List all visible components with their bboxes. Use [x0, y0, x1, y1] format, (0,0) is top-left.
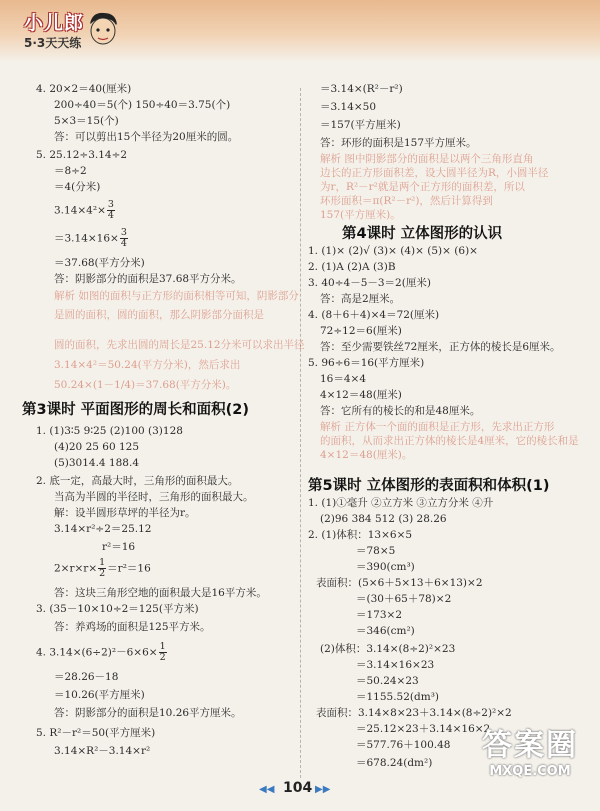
text-line: 答：高是2厘米。 — [320, 293, 401, 305]
text-line: ＝37.68(平方分米) — [54, 257, 145, 269]
text-line: 3.14×R²－3.14×r² — [54, 745, 151, 757]
text-line: ＝157(平方厘米) — [320, 119, 401, 131]
fraction — [120, 228, 128, 249]
explanation-line: 157(平方厘米)。 — [320, 209, 401, 221]
text-line: 解：设半圆形草坪的半径为r。 — [54, 507, 196, 519]
formula-text: ＝3.14×16× — [54, 232, 119, 245]
text-line: 4. 20×2＝40(厘米) — [36, 83, 132, 95]
numerator: 3 — [107, 199, 114, 210]
logo-title: 小儿郎 — [24, 12, 85, 34]
text-line: 4×12＝48(厘米) — [320, 389, 402, 401]
text-line: (2)96 384 512 (3) 28.26 — [320, 513, 447, 525]
numerator: 3 — [120, 227, 127, 238]
formula-text: ＝r²＝16 — [107, 562, 151, 575]
text-line: 5×3＝15(个) — [54, 115, 119, 127]
text-line: 72÷12＝6(厘米) — [320, 325, 402, 337]
formula-line — [54, 228, 129, 249]
section-title-3: 第3课时 平面图形的周长和面积(2) — [22, 402, 249, 418]
text-line: 5. 25.12÷3.14÷2 — [36, 149, 128, 161]
section-title-4: 第4课时 立体图形的认识 — [342, 226, 503, 242]
text-line: 3. 40÷4－5－3＝2(厘米) — [308, 277, 431, 289]
formula-text: 2×r×r× — [54, 562, 98, 575]
explanation-line: 解析 图中阴影部分的面积是以两个三角形直角 — [320, 153, 534, 165]
text-line: (4)20 25 60 125 — [54, 441, 140, 453]
text-line: ＝10.26(平方厘米) — [54, 689, 145, 701]
text-line: r²＝16 — [102, 541, 136, 553]
text-line: 2. (1)A (2)A (3)B — [308, 261, 396, 273]
text-line: ＝346(cm²) — [356, 625, 415, 637]
text-line: 1. (1)3∶5 9∶25 (2)100 (3)128 — [36, 425, 183, 437]
denominator: 4 — [120, 238, 127, 249]
text-line: ＝577.76＋100.48 — [356, 739, 451, 751]
watermark-title: 答案圈 — [482, 728, 578, 763]
text-line: 16＝4×4 — [320, 373, 367, 385]
text-line: ＝4(分米) — [54, 181, 101, 193]
text-line: ＝25.12×23＋3.14×16×2 — [356, 723, 491, 735]
text-line: (2)体积：3.14×(8÷2)²×23 — [320, 643, 456, 655]
brand-logo — [18, 4, 118, 56]
explanation-line: 边长的正方形面积差，设大圆半径为R，小圆半径 — [320, 167, 549, 179]
fraction — [107, 200, 115, 221]
text-line: 答：这块三角形空地的面积最大是16平方米。 — [54, 587, 267, 599]
text-line: 3.14×r²÷2＝25.12 — [54, 523, 152, 535]
text-line: ＝3.14×(R²－r²) — [320, 83, 403, 95]
formula-text: 3.14×4²× — [54, 204, 106, 217]
text-line: ＝678.24(dm²) — [356, 757, 433, 769]
fraction — [159, 642, 167, 663]
logo-subtitle: 5·3天天练 — [24, 36, 82, 50]
text-line: 表面积：(5×6＋5×13＋6×13)×2 — [316, 577, 483, 589]
text-line: 5. R²－r²＝50(平方厘米) — [36, 727, 156, 739]
text-line: 答：环形的面积是157平方厘米。 — [320, 137, 477, 149]
formula-text: 4. 3.14×(6÷2)²－6×6× — [36, 646, 158, 659]
section-title-5: 第5课时 立体图形的表面积和体积(1) — [308, 478, 550, 494]
fraction — [98, 558, 106, 579]
prev-page-icon[interactable]: ◀◀ — [259, 784, 275, 795]
page-number: 104 — [283, 780, 313, 796]
next-page-icon[interactable]: ▶▶ — [315, 784, 331, 795]
text-line: ＝1155.52(dm³) — [356, 691, 440, 703]
text-line: 答：至少需要铁丝72厘米，正方体的棱长是6厘米。 — [320, 341, 561, 353]
numerator: 1 — [159, 641, 166, 652]
watermark-url: MXQE.COM — [489, 764, 571, 779]
explanation-line: 的面积，从而求出正方体的棱长是4厘米，它的棱长和是 — [320, 435, 579, 447]
explanation-line: 解析 正方体一个面的面积是正方形，先求出正方形 — [320, 421, 555, 433]
text-line: ＝173×2 — [356, 609, 403, 621]
explanation-line: 3.14×4²＝50.24(平方分米)，然后求出 — [54, 359, 241, 371]
text-line: (5)3014.4 188.4 — [54, 457, 140, 469]
text-line: 答：养鸡场的面积是125平方米。 — [54, 621, 211, 633]
formula-line — [36, 642, 168, 663]
explanation-line: 4×12＝48(厘米)。 — [320, 449, 413, 461]
text-line: 答：阴影部分的面积是10.26平方厘米。 — [54, 707, 242, 719]
text-line: 2. (1)体积：13×6×5 — [308, 529, 413, 541]
text-line: 3. (35－10×10÷2＝125(平方米) — [36, 603, 199, 615]
text-line: 1. (1)①毫升 ②立方米 ③立方分米 ④升 — [308, 497, 494, 509]
text-line: 表面积：3.14×8×23＋3.14×(8÷2)²×2 — [316, 707, 512, 719]
formula-line — [54, 200, 116, 221]
text-line: ＝3.14×50 — [320, 101, 377, 113]
text-line: ＝(30＋65＋78)×2 — [356, 593, 452, 605]
explanation-line: 环形面积＝π(R²－r²)，然后计算得到 — [320, 195, 493, 207]
text-line: ＝78×5 — [356, 545, 396, 557]
column-divider — [300, 88, 301, 778]
formula-line — [54, 558, 151, 579]
mascot-face-icon — [86, 10, 120, 48]
denominator: 2 — [99, 568, 106, 579]
text-line: 200÷40＝5(个) 150÷40＝3.75(个) — [54, 99, 231, 111]
text-line: ＝50.24×23 — [356, 675, 419, 687]
text-line: 2. 底一定，高最大时，三角形的面积最大。 — [36, 475, 239, 487]
watermark — [470, 720, 590, 800]
text-line: ＝8÷2 — [54, 165, 87, 177]
text-line: 答：阴影部分的面积是37.68平方分米。 — [54, 273, 242, 285]
text-line: 答：可以剪出15个半径为20厘米的圆。 — [54, 131, 239, 143]
text-line: 4. (8＋6＋4)×4＝72(厘米) — [308, 309, 440, 321]
explanation-line: 解析 如图的面积与正方形的面积相等可知，阴影部分 — [54, 290, 299, 302]
denominator: 2 — [159, 652, 166, 663]
text-line: 答：它所有的棱长的和是48厘米。 — [320, 405, 481, 417]
explanation-line: 是圆的面积，圆的面积，那么阴影部分面积是 — [54, 309, 264, 321]
explanation-line: 为r，R²－r²就是两个正方形的面积差，所以 — [320, 181, 525, 193]
text-line: ＝28.26－18 — [54, 671, 119, 683]
text-line: ＝390(cm³) — [356, 561, 415, 573]
text-line: 1. (1)× (2)√ (3)× (4)× (5)× (6)× — [308, 245, 478, 257]
text-line: 当高为半圆的半径时，三角形的面积最大。 — [54, 491, 254, 503]
numerator: 1 — [99, 557, 106, 568]
text-line: ＝3.14×16×23 — [356, 659, 435, 671]
explanation-line: 圆的面积，先求出圆的周长是25.12分米可以求出半径 — [54, 339, 305, 351]
explanation-line: 50.24×(1－1/4)＝37.68(平方分米)。 — [54, 379, 237, 391]
text-line: 5. 96÷6＝16(平方厘米) — [308, 357, 425, 369]
denominator: 4 — [107, 210, 114, 221]
